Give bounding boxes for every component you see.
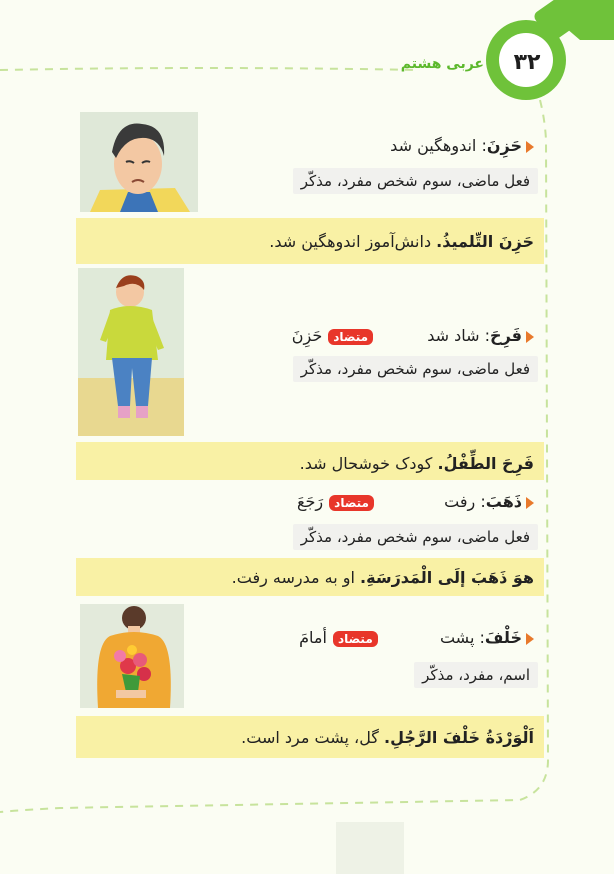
entry-1-example-arabic: حَزِنَ التِّلميذُ. [436,232,534,251]
entry-4-example [241,728,534,747]
bullet-icon [526,141,534,153]
entry-3-example-arabic: هوَ ذَهَبَ إلَى الْمَدرَسَةِ. [360,568,534,587]
man-holding-flowers-illustration [80,604,184,708]
entry-1-grammar: فعل ماضی، سوم شخص مفرد، مذکّر [293,168,538,194]
entry-4-opposite-word: أمامَ [299,628,327,647]
opposite-badge: متضاد [329,495,374,511]
entry-2-example-arabic: فَرِحَ الطِّفْلُ. [437,454,534,473]
opposite-badge: متضاد [333,631,378,647]
entry-3-meaning: رفت [444,492,476,511]
entry-4-grammar: اسم، مفرد، مذکّر [414,662,538,688]
entry-4-word: خَلْفَ [484,628,522,647]
entry-4-example-arabic: اَلْوَرْدَةُ خَلْفَ الرَّجُلِ. [384,728,534,747]
entry-2-meaning: شاد شد [427,326,480,345]
opposite-badge: متضاد [328,329,373,345]
page-number: ۳۲ [513,49,541,75]
entry-3-example-translation: او به مدرسه رفت. [231,568,355,587]
entry-1-word: حَزِنَ [486,136,522,155]
entry-4-example-translation: گل، پشت مرد است. [241,728,379,747]
entry-2-opposite-word: حَزِنَ [291,326,323,345]
entry-3-grammar: فعل ماضی، سوم شخص مفرد، مذکّر [293,524,538,550]
bullet-icon [526,497,534,509]
entry-1-example-translation: دانش‌آموز اندوهگین شد. [269,232,432,251]
entry-1-example [269,232,534,251]
bullet-icon [526,633,534,645]
entry-4-heading: خَلْفَ: پشت متضادأمامَ [299,628,534,647]
entry-2-example-translation: کودک خوشحال شد. [299,454,433,473]
entry-2-word: فَرِحَ [490,326,522,345]
entry-2-grammar: فعل ماضی، سوم شخص مفرد، مذکّر [293,356,538,382]
entry-1-meaning: اندوهگین شد [390,136,477,155]
entry-3-heading: ذَهَبَ: رفت متضادرَجَعَ [297,492,534,511]
bullet-icon [526,331,534,343]
book-title: عربی هشتم [400,56,484,72]
entry-1-heading: حَزِنَ: اندوهگین شد [390,136,534,155]
entry-3-word: ذَهَبَ [485,492,522,511]
sad-man-illustration [80,112,198,212]
entry-3-example [232,568,534,587]
entry-4-meaning: پشت [439,628,475,647]
entry-2-example [300,454,534,473]
happy-boy-illustration [78,268,184,436]
entry-3-opposite-word: رَجَعَ [297,492,324,511]
entry-2-heading: فَرِحَ: شاد شد متضادحَزِنَ [292,326,534,345]
